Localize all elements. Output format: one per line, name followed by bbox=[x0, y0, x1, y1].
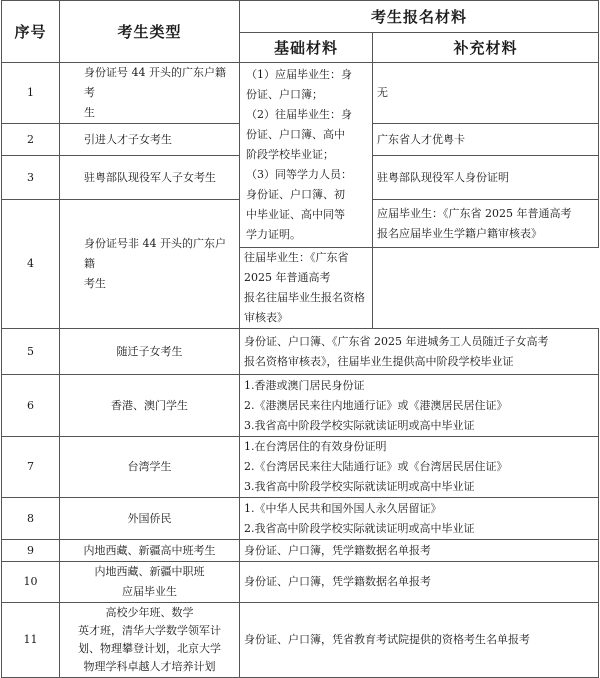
candidate-type: 随迁子女考生 bbox=[60, 329, 240, 375]
candidate-type: 高校少年班、数学 英才班，清华大学数学领军计 划、物理攀登计划，北京大学 物理学科卓越人才培养计划 bbox=[60, 603, 240, 678]
candidate-type: 内地西藏、新疆中职班 应届毕业生 bbox=[60, 562, 240, 603]
supplement-material: 无 bbox=[373, 63, 599, 124]
row-number: 7 bbox=[2, 437, 60, 498]
candidate-type: 身份证号 44 开头的广东户籍考 生 bbox=[60, 63, 240, 124]
header-basic: 基础材料 bbox=[240, 33, 373, 63]
candidate-type: 引进人才子女考生 bbox=[60, 124, 240, 156]
merged-materials: 身份证、户口簿，凭省教育考试院提供的资格考生名单报考 bbox=[240, 603, 599, 678]
table-row bbox=[2, 540, 599, 562]
candidate-type: 外国侨民 bbox=[60, 498, 240, 540]
merged-materials: 身份证、户口簿，凭学籍数据名单报考 bbox=[240, 540, 599, 562]
candidate-type: 驻粤部队现役军人子女考生 bbox=[60, 156, 240, 200]
supplement-material-previous: 往届毕业生：《广东省 2025 年普通高考 报名往届毕业生报名资格审核表》 bbox=[240, 248, 373, 329]
merged-materials: 1.在台湾居住的有效身份证明 2.《台湾居民来往大陆通行证》或《台湾居民居住证》 3.我省高中阶段学校实际就读证明或高中毕业证 bbox=[240, 437, 599, 498]
table-row bbox=[2, 375, 599, 437]
supplement-material: 广东省人才优粤卡 bbox=[373, 124, 599, 156]
table-row bbox=[2, 437, 599, 498]
row-number: 8 bbox=[2, 498, 60, 540]
row-number: 2 bbox=[2, 124, 60, 156]
header-materials: 考生报名材料 bbox=[240, 1, 599, 33]
supplement-material-fresh: 应届毕业生：《广东省 2025 年普通高考 报名应届毕业生学籍户籍审核表》 bbox=[373, 200, 599, 248]
table-row bbox=[2, 498, 599, 540]
table-row bbox=[2, 63, 599, 124]
header-supplement: 补充材料 bbox=[373, 33, 599, 63]
table-row bbox=[2, 329, 599, 375]
header-type: 考生类型 bbox=[60, 1, 240, 63]
candidate-type: 内地西藏、新疆高中班考生 bbox=[60, 540, 240, 562]
shared-basic-materials: （1）应届毕业生：身 份证、户口簿； （2）往届毕业生：身 份证、户口簿、高中 阶段学校毕业证； （3）同等学力人员： 身份证、户口簿、初 中毕业证、高中同等 学力证明。 bbox=[240, 63, 373, 248]
row-number: 9 bbox=[2, 540, 60, 562]
merged-materials: 1.香港或澳门居民身份证 2.《港澳居民来往内地通行证》或《港澳居民居住证》 3.我省高中阶段学校实际就读证明或高中毕业证 bbox=[240, 375, 599, 437]
row-number: 3 bbox=[2, 156, 60, 200]
row-number: 11 bbox=[2, 603, 60, 678]
table-row bbox=[2, 562, 599, 603]
row-number: 10 bbox=[2, 562, 60, 603]
merged-materials: 身份证、户口簿，凭学籍数据名单报考 bbox=[240, 562, 599, 603]
registration-materials-table bbox=[1, 0, 599, 678]
candidate-type: 台湾学生 bbox=[60, 437, 240, 498]
row-number: 4 bbox=[2, 200, 60, 329]
table-row bbox=[2, 603, 599, 678]
merged-materials: 身份证、户口簿、《广东省 2025 年进城务工人员随迁子女高考 报名资格审核表》，往届毕业生提供高中阶段学校毕业证 bbox=[240, 329, 599, 375]
row-number: 5 bbox=[2, 329, 60, 375]
row-number: 1 bbox=[2, 63, 60, 124]
merged-materials: 1.《中华人民共和国外国人永久居留证》 2.我省高中阶段学校实际就读证明或高中毕业证 bbox=[240, 498, 599, 540]
supplement-material: 驻粤部队现役军人身份证明 bbox=[373, 156, 599, 200]
candidate-type: 香港、澳门学生 bbox=[60, 375, 240, 437]
header-seq: 序号 bbox=[2, 1, 60, 63]
row-number: 6 bbox=[2, 375, 60, 437]
candidate-type: 身份证号非 44 开头的广东户籍 考生 bbox=[60, 200, 240, 329]
